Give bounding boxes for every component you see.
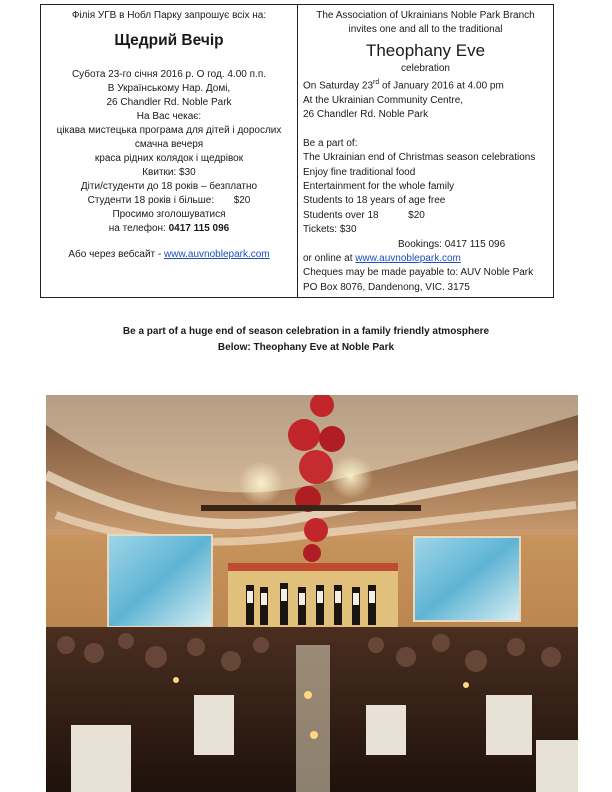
en-date-sup: rd	[373, 79, 380, 87]
en-title: Theophany Eve	[365, 40, 486, 60]
ua-students-price: $20	[233, 195, 251, 206]
ua-phone-line	[41, 222, 297, 236]
lantern-3	[319, 426, 345, 452]
event-photo-illustration	[46, 395, 578, 792]
en-venue-2: 26 Chandler Rd. Noble Park	[303, 109, 429, 121]
en-celebration: celebration	[401, 62, 450, 74]
en-tickets: Tickets: $30	[303, 224, 357, 236]
headline-celebration: Be a part of a huge end of season celebration in a family friendly atmosphere	[122, 326, 490, 337]
lighting-rig	[201, 505, 421, 511]
en-online-label: or online at	[303, 253, 353, 265]
ukrainian-column	[41, 5, 298, 297]
en-date-prefix: On Saturday 23	[303, 80, 374, 92]
candle-2	[310, 731, 318, 739]
ua-venue-2: 26 Chandler Rd. Noble Park	[106, 97, 232, 108]
candle-1	[304, 691, 312, 699]
en-item-3: Entertainment for the whole family	[303, 180, 455, 192]
ua-register: Просимо зголошуватися	[112, 209, 226, 220]
light-glow-2	[329, 455, 373, 499]
en-item-1: The Ukrainian end of Christmas season celebrations	[303, 152, 536, 164]
ua-date: Субота 23-го січня 2016 р. О год. 4.00 п.п.	[71, 69, 267, 80]
en-cheques: Cheques may be made payable to: AUV Noble Park	[303, 267, 534, 279]
en-students	[303, 209, 553, 223]
left-screen	[108, 535, 212, 627]
en-invite: invites one and all to the traditional	[348, 24, 503, 36]
ua-tickets: Квитки: $30	[142, 167, 196, 178]
en-po-box: PO Box 8076, Dandenong, VIC. 3175	[303, 281, 470, 293]
ua-program-1: цікава мистецька програма для дітей і дорослих	[56, 125, 282, 136]
ua-program-2: смачна вечеря	[134, 139, 204, 150]
lantern-6	[304, 518, 328, 542]
ua-intro: Філія УГВ в Нобл Парку запрошує всіх на:	[71, 10, 267, 21]
candle-4	[463, 682, 469, 688]
stage-curtain	[228, 563, 398, 571]
right-screen	[414, 537, 520, 621]
lantern-2	[288, 419, 320, 451]
ua-students	[41, 194, 297, 208]
ua-website-label: Або через вебсайт -	[68, 249, 162, 260]
en-date-suffix: of January 2016 at 4.00 pm	[379, 80, 504, 92]
en-bookings: Bookings: 0417 115 096	[398, 238, 506, 250]
ua-students-label: Студенти 18 років і більше:	[87, 195, 215, 206]
en-students-label: Students over 18	[303, 209, 379, 221]
en-date	[303, 76, 553, 94]
english-column	[298, 5, 553, 297]
ua-venue-1: В Українському Нар. Домі,	[107, 83, 231, 94]
lantern-7	[303, 544, 321, 562]
en-online	[303, 252, 553, 266]
ua-phone-label: на телефон:	[108, 223, 166, 234]
candle-3	[173, 677, 179, 683]
light-glow-1	[239, 461, 283, 505]
ua-program-3: краса рідних колядок і щедрівок	[94, 153, 244, 164]
ua-title: Щедрий Вечір	[114, 32, 224, 49]
lantern-4	[299, 450, 333, 484]
en-org: The Association of Ukrainians Noble Park Branch	[316, 10, 535, 21]
ua-children-free: Діти/студенти до 18 років – безплатно	[80, 181, 258, 192]
ua-phone: 0417 115 096	[168, 223, 230, 234]
en-venue-1: At the Ukrainian Community Centre,	[303, 94, 464, 106]
en-students-price: $20	[408, 209, 425, 221]
en-item-2: Enjoy fine traditional food	[303, 166, 416, 178]
en-website-link[interactable]: www.auvnoblepark.com	[355, 253, 461, 265]
long-table	[296, 645, 330, 792]
headline-below: Below: Theophany Eve at Noble Park	[217, 342, 395, 353]
ua-awaits: На Вас чекає:	[136, 111, 202, 122]
en-item-4: Students to 18 years of age free	[303, 195, 446, 207]
event-photo	[46, 395, 578, 792]
en-be-part: Be a part of:	[303, 137, 358, 149]
ua-website-line	[41, 248, 297, 262]
invitation-box	[40, 4, 554, 298]
ua-website-link[interactable]: www.auvnoblepark.com	[164, 249, 270, 260]
